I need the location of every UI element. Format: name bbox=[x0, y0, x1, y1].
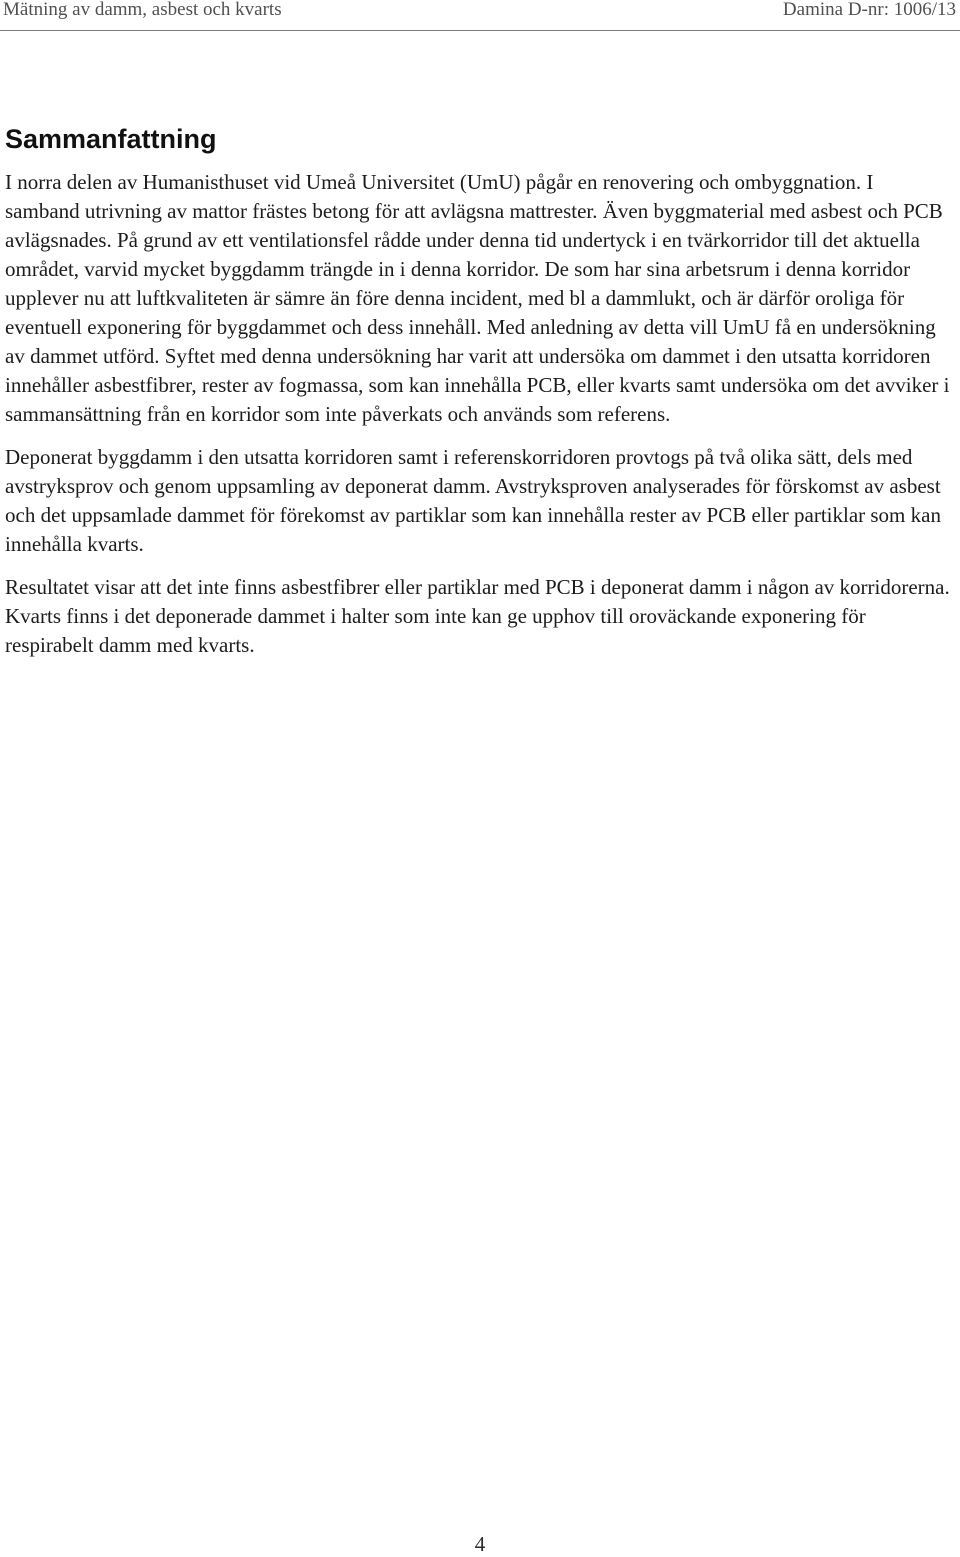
summary-paragraph-3: Resultatet visar att det inte finns asbestfibrer eller partiklar med PCB i deponerat damm i någon av korridorerna. Kvarts finns i det deponerade dammet i halter som inte kan ge upphov till oroväckande exponering för respirabelt damm med kvarts. bbox=[5, 575, 950, 657]
summary-body bbox=[5, 168, 953, 674]
page-number: 4 bbox=[474, 1532, 486, 1556]
document-reference-number: Damina D-nr: 1006/13 bbox=[782, 0, 956, 20]
section-heading: Sammanfattning bbox=[5, 124, 217, 154]
summary-paragraph-1: I norra delen av Humanisthuset vid Umeå Universitet (UmU) pågår en renovering och ombyggnation. I samband utrivning av mattor frästes betong för att avlägsna mattrester. Även byggmaterial med asbest och PCB avlägsnades. På grund av ett ventilationsfel rådde under denna tid undertyck i en tvärkorridor till det aktuella området, varvid mycket byggdamm trängde in i denna korridor. De som har sina arbetsrum i denna korridor upplever nu att luftkvaliteten är sämre än före denna incident, med bl a dammlukt, och är därför oroliga för eventuell exponering för byggdammet och dess innehåll. Med anledning av detta vill UmU få en undersökning av dammet utförd. Syftet med denna undersökning har varit att undersöka om dammet i den utsatta korridoren innehåller asbestfibrer, rester av fogmassa, som kan innehålla PCB, eller kvarts samt undersöka om det avviker i sammansättning från en korridor som inte påverkats och används som referens. bbox=[5, 170, 950, 426]
running-header bbox=[3, 0, 956, 30]
header-divider bbox=[0, 30, 960, 31]
summary-paragraph-2: Deponerat byggdamm i den utsatta korridoren samt i referenskorridoren provtogs på två olika sätt, dels med avstryksprov och genom uppsamling av deponerat damm. Avstryksproven analyserades för förskomst av asbest och det uppsamlade dammet för förekomst av partiklar som kan innehålla rester av PCB eller partiklar som kan innehålla kvarts. bbox=[5, 445, 941, 556]
document-title: Mätning av damm, asbest och kvarts bbox=[3, 0, 282, 20]
